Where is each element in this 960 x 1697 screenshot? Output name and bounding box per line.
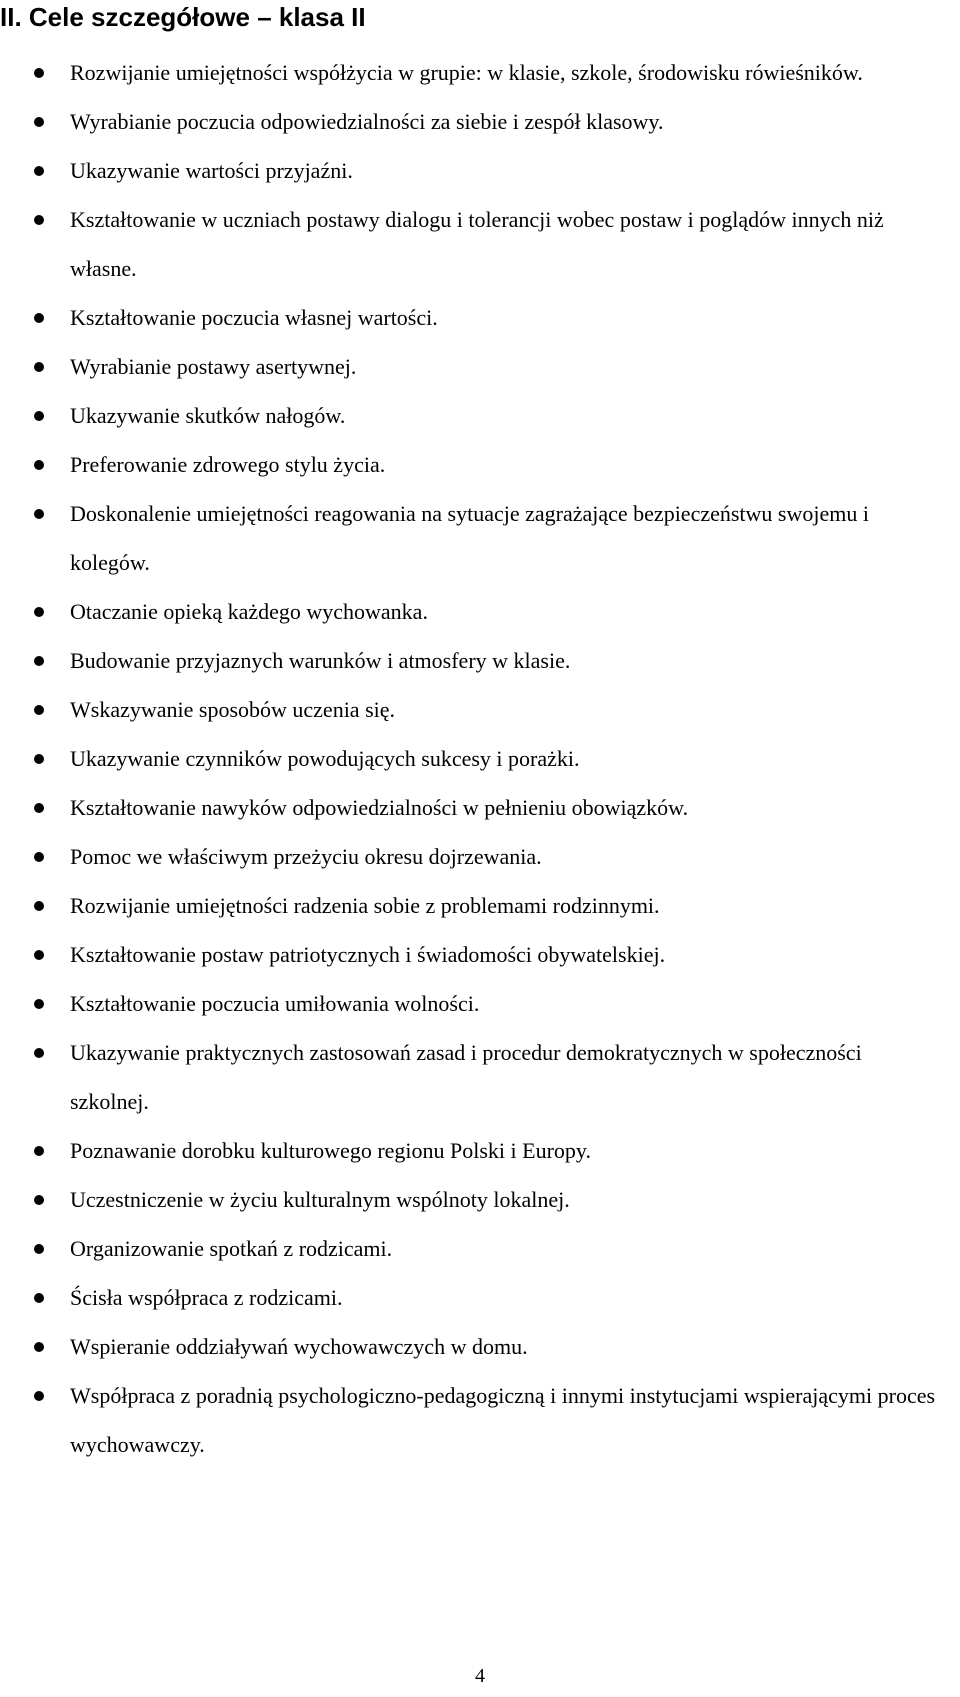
bullet-icon [34,1244,44,1254]
list-item-text: Doskonalenie umiejętności reagowania na sytuacje zagrażające bezpieczeństwu swojemu i kolegów. [70,501,869,575]
list-item-text: Ukazywanie czynników powodujących sukcesy i porażki. [70,746,580,771]
bullet-icon [34,1342,44,1352]
list-item [0,1273,960,1322]
bullet-icon [34,901,44,911]
bullet-icon [34,509,44,519]
list-item-text: Rozwijanie umiejętności współżycia w grupie: w klasie, szkole, środowisku rówieśników. [70,60,863,85]
list-item-text: Preferowanie zdrowego stylu życia. [70,452,386,477]
bullet-icon [34,68,44,78]
list-item [0,979,960,1028]
list-item [0,1371,960,1469]
list-item-text: Współpraca z poradnią psychologiczno-pedagogiczną i innymi instytucjami wspierającymi proces wychowawczy. [70,1383,936,1457]
bullet-icon [34,852,44,862]
bullet-icon [34,1391,44,1401]
list-item-text: Kształtowanie w uczniach postawy dialogu i tolerancji wobec postaw i poglądów innych niż własne. [70,207,884,281]
list-item-text: Uczestniczenie w życiu kulturalnym wspólnoty lokalnej. [70,1187,570,1212]
list-item-text: Kształtowanie nawyków odpowiedzialności w pełnieniu obowiązków. [70,795,689,820]
bullet-icon [34,950,44,960]
list-item [0,930,960,979]
list-item [0,391,960,440]
list-item [0,1126,960,1175]
bullet-icon [34,754,44,764]
list-item [0,1322,960,1371]
list-item [0,685,960,734]
list-item-text: Wyrabianie poczucia odpowiedzialności za siebie i zespół klasowy. [70,109,664,134]
list-item [0,342,960,391]
bullet-icon [34,362,44,372]
page-number: 4 [475,1665,485,1687]
list-item-text: Kształtowanie postaw patriotycznych i świadomości obywatelskiej. [70,942,666,967]
list-item-text: Wyrabianie postawy asertywnej. [70,354,357,379]
list-item [0,97,960,146]
list-item-text: Poznawanie dorobku kulturowego regionu Polski i Europy. [70,1138,591,1163]
list-item-text: Organizowanie spotkań z rodzicami. [70,1236,393,1261]
list-item-text: Wskazywanie sposobów uczenia się. [70,697,396,722]
list-item [0,783,960,832]
list-item-text: Ukazywanie skutków nałogów. [70,403,346,428]
list-item-text: Ukazywanie wartości przyjaźni. [70,158,353,183]
list-item [0,1175,960,1224]
bullet-icon [34,411,44,421]
bullet-icon [34,215,44,225]
bullet-icon [34,656,44,666]
list-item [0,489,960,587]
page-title: II. Cele szczegółowe – klasa II [0,2,366,32]
bullet-icon [34,607,44,617]
bullet-icon [34,117,44,127]
list-item [0,195,960,293]
bullet-icon [34,999,44,1009]
bullet-icon [34,705,44,715]
list-item-text: Kształtowanie poczucia umiłowania wolności. [70,991,480,1016]
bullet-icon [34,1146,44,1156]
list-item [0,1224,960,1273]
list-item-text: Kształtowanie poczucia własnej wartości. [70,305,438,330]
list-item-text: Rozwijanie umiejętności radzenia sobie z problemami rodzinnymi. [70,893,660,918]
bullet-icon [34,1195,44,1205]
bullet-icon [34,803,44,813]
list-item-text: Budowanie przyjaznych warunków i atmosfery w klasie. [70,648,571,673]
list-item [0,636,960,685]
bullet-icon [34,460,44,470]
list-item [0,146,960,195]
bullet-icon [34,1048,44,1058]
bullet-icon [34,166,44,176]
bullet-icon [34,1293,44,1303]
list-item-text: Pomoc we właściwym przeżyciu okresu dojrzewania. [70,844,542,869]
list-item-text: Ścisła współpraca z rodzicami. [70,1285,343,1310]
bullet-icon [34,313,44,323]
list-item-text: Wspieranie oddziaływań wychowawczych w domu. [70,1334,528,1359]
list-item [0,734,960,783]
list-item [0,440,960,489]
list-item-text: Otaczanie opieką każdego wychowanka. [70,599,428,624]
list-item [0,832,960,881]
list-item-text: Ukazywanie praktycznych zastosowań zasad i procedur demokratycznych w społeczności szkolnej. [70,1040,862,1114]
list-item [0,48,960,97]
goal-list [0,48,960,1469]
list-item [0,587,960,636]
list-item [0,1028,960,1126]
list-item [0,881,960,930]
list-item [0,293,960,342]
